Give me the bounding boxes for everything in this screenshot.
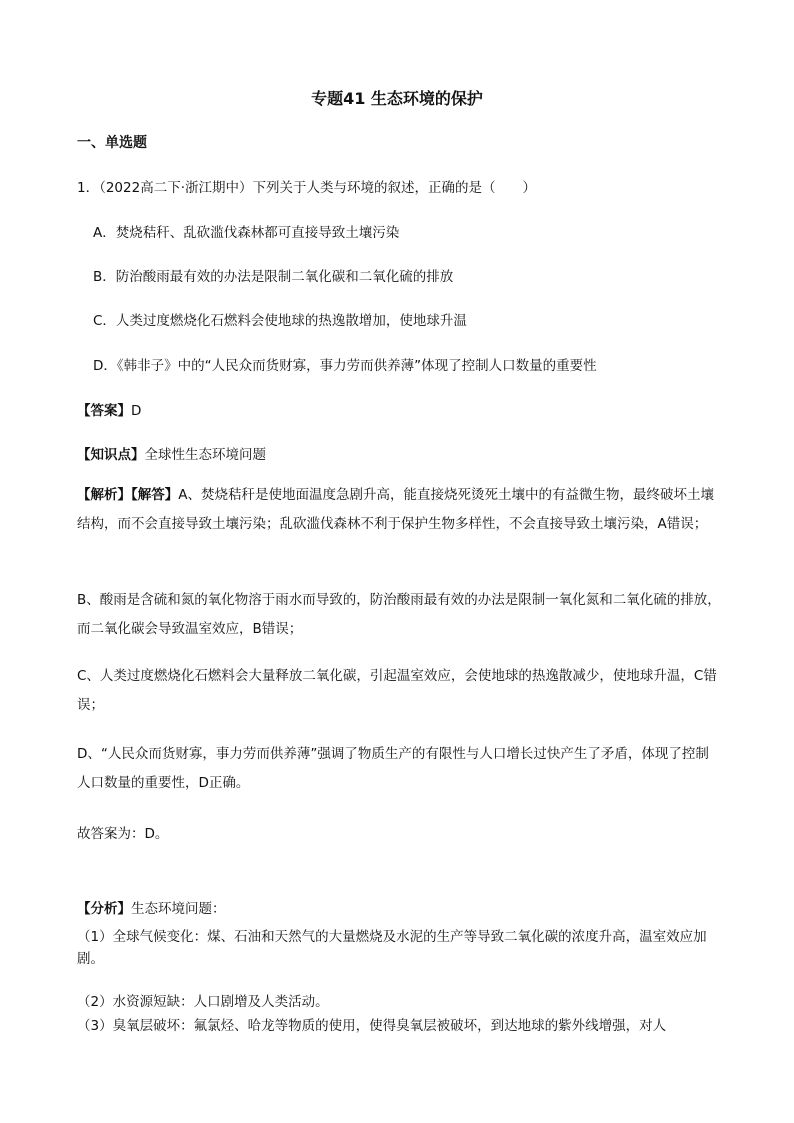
fenxi-item-2: （2）水资源短缺：人口剧增及人类活动。 <box>77 994 329 1010</box>
conclusion: 故答案为：D。 <box>77 826 169 842</box>
option-a: A．焚烧秸秆、乱砍滥伐森林都可直接导致土壤污染 <box>93 225 400 241</box>
answer-value: D <box>131 403 142 419</box>
document-title: 专题41 生态环境的保护 <box>311 89 483 108</box>
fenxi-item-1: （1）全球气候变化：煤、石油和天然气的大量燃烧及水泥的生产等导致二氧化碳的浓度升高，温室效应加剧。 <box>77 929 707 967</box>
option-c: C．人类过度燃烧化石燃料会使地球的热逸散增加，使地球升温 <box>93 313 467 329</box>
knowledge-value: 全球性生态环境问题 <box>144 447 266 463</box>
analysis-a-text: A、焚烧秸秆是使地面温度急剧升高，能直接烧死烫死土壤中的有益微生物，最终破坏土壤结构，而不会直接导致土壤污染；乱砍滥伐森林不利于保护生物多样性，不会直接导致土壤污染，A错误； <box>77 487 714 532</box>
fenxi-title: 生态环境问题： <box>131 901 226 917</box>
question-1 <box>77 176 536 196</box>
fenxi-line <box>77 897 226 917</box>
knowledge-line <box>77 443 266 463</box>
fenxi-tag: 【分析】 <box>77 901 131 917</box>
option-d: D．《韩非子》中的“人民众而货财寡，事力劳而供养薄”体现了控制人口数量的重要性 <box>93 358 597 374</box>
analysis-b: B、酸雨是含硫和氮的氧化物溶于雨水而导致的，防治酸雨最有效的办法是限制一氧化氮和二氧化硫的排放，而二氧化碳会导致温室效应，B错误； <box>77 592 721 637</box>
analysis-c: C、人类过度燃烧化石燃料会大量释放二氧化碳，引起温室效应，会使地球的热逸散减少，使地球升温，C错误； <box>77 668 717 713</box>
analysis-a <box>77 481 722 539</box>
knowledge-tag: 【知识点】 <box>77 447 145 463</box>
analysis-d: D、“人民众而货财寡，事力劳而供养薄”强调了物质生产的有限性与人口增长过快产生了矛盾，体现了控制人口数量的重要性，D正确。 <box>77 746 709 791</box>
question-number: 1． <box>77 180 100 196</box>
section-heading: 一、单选题 <box>77 135 147 151</box>
question-stem: 下列关于人类与环境的叙述，正确的是（ ） <box>252 180 536 196</box>
question-source: （2022高二下·浙江期中） <box>99 180 253 196</box>
answer-line <box>77 399 141 419</box>
fenxi-item-3: （3）臭氧层破坏：氟氯烃、哈龙等物质的使用，使得臭氧层被破坏，到达地球的紫外线增强，对人 <box>77 1018 667 1034</box>
answer-tag: 【答案】 <box>77 403 131 419</box>
analysis-tag: 【解析】【解答】 <box>77 487 179 503</box>
option-b: B．防治酸雨最有效的办法是限制二氧化碳和二氧化硫的排放 <box>93 269 454 285</box>
